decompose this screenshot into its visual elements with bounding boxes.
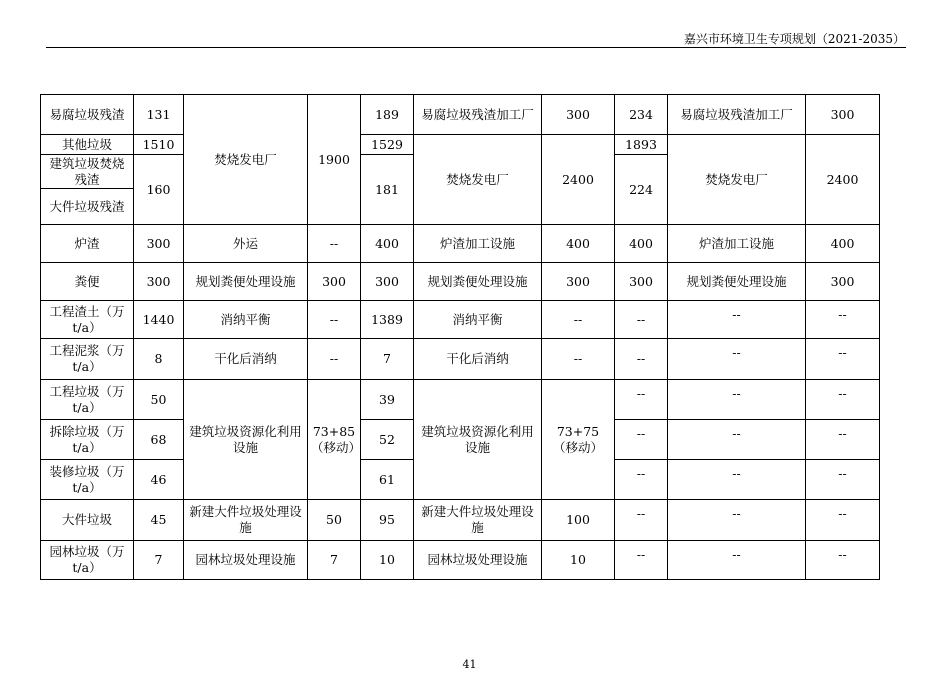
table-cell: 73+75（移动）: [542, 380, 615, 500]
table-cell: --: [668, 460, 806, 500]
table-row: [41, 135, 880, 155]
table-cell: 95: [361, 500, 414, 541]
table-cell: 消纳平衡: [414, 301, 542, 339]
table-cell: 2400: [542, 135, 615, 225]
table-cell: 46: [134, 460, 184, 500]
table-cell: 39: [361, 380, 414, 420]
table-cell: 工程泥浆（万t/a）: [41, 339, 134, 380]
table-cell: --: [615, 301, 668, 339]
table-cell: 100: [542, 500, 615, 541]
table-cell: 7: [134, 541, 184, 580]
table-cell: 160: [134, 155, 184, 225]
table-cell: 400: [361, 225, 414, 263]
table-cell: 45: [134, 500, 184, 541]
table-cell: --: [615, 420, 668, 460]
table-cell: --: [615, 460, 668, 500]
page-number: 41: [462, 658, 477, 671]
table-cell: --: [806, 460, 880, 500]
table-row: [41, 380, 880, 420]
table-cell: 189: [361, 95, 414, 135]
table-cell: 7: [361, 339, 414, 380]
table-cell: 工程垃圾（万t/a）: [41, 380, 134, 420]
table-cell: 粪便: [41, 263, 134, 301]
table-cell: --: [308, 301, 361, 339]
table-cell: 2400: [806, 135, 880, 225]
table-cell: 400: [806, 225, 880, 263]
table-cell: 52: [361, 420, 414, 460]
table-cell: 1900: [308, 95, 361, 225]
table-cell: 炉渣加工设施: [668, 225, 806, 263]
table-cell: 易腐垃圾残渣加工厂: [668, 95, 806, 135]
table-cell: 易腐垃圾残渣加工厂: [414, 95, 542, 135]
table-cell: 10: [542, 541, 615, 580]
table-cell: 61: [361, 460, 414, 500]
table-cell: 300: [134, 225, 184, 263]
table-cell: 7: [308, 541, 361, 580]
table-cell: 易腐垃圾残渣: [41, 95, 134, 135]
table-cell: --: [615, 500, 668, 541]
table-cell: 131: [134, 95, 184, 135]
table-cell: 干化后消纳: [184, 339, 308, 380]
table-row: [41, 263, 880, 301]
table-cell: 300: [542, 263, 615, 301]
table-cell: 300: [134, 263, 184, 301]
table-cell: 300: [361, 263, 414, 301]
table-cell: 园林垃圾处理设施: [414, 541, 542, 580]
table-cell: 炉渣: [41, 225, 134, 263]
table-row: [41, 225, 880, 263]
table-cell: 224: [615, 155, 668, 225]
table-cell: --: [668, 420, 806, 460]
table-cell: 炉渣加工设施: [414, 225, 542, 263]
header-rule: [46, 47, 906, 48]
table-cell: 规划粪便处理设施: [668, 263, 806, 301]
table-cell: 园林垃圾（万t/a）: [41, 541, 134, 580]
table-cell: --: [668, 500, 806, 541]
table-cell: 消纳平衡: [184, 301, 308, 339]
table-cell: 规划粪便处理设施: [184, 263, 308, 301]
table-row: [41, 339, 880, 380]
table-cell: 焚烧发电厂: [184, 95, 308, 225]
table-cell: 规划粪便处理设施: [414, 263, 542, 301]
table-cell: 焚烧发电厂: [414, 135, 542, 225]
table-cell: 工程渣土（万t/a）: [41, 301, 134, 339]
table-cell: 1389: [361, 301, 414, 339]
table-cell: 50: [308, 500, 361, 541]
table-cell: --: [615, 380, 668, 420]
table-cell: --: [308, 339, 361, 380]
table-cell: 装修垃圾（万t/a）: [41, 460, 134, 500]
table-cell: --: [615, 339, 668, 380]
table-cell: --: [615, 541, 668, 580]
table-cell: 园林垃圾处理设施: [184, 541, 308, 580]
table-cell: --: [806, 339, 880, 380]
table-cell: 建筑垃圾资源化利用设施: [184, 380, 308, 500]
table-cell: 干化后消纳: [414, 339, 542, 380]
table-cell: 1893: [615, 135, 668, 155]
table-cell: 400: [615, 225, 668, 263]
table-cell: --: [806, 541, 880, 580]
table-cell: --: [806, 301, 880, 339]
table-cell: 1440: [134, 301, 184, 339]
table-row: [41, 301, 880, 339]
table-cell: 其他垃圾: [41, 135, 134, 155]
table-cell: 300: [542, 95, 615, 135]
table-cell: --: [806, 500, 880, 541]
table-cell: 181: [361, 155, 414, 225]
table-cell: --: [668, 541, 806, 580]
table-cell: 建筑垃圾资源化利用设施: [414, 380, 542, 500]
page-header: 嘉兴市环境卫生专项规划（2021-2035）: [683, 32, 905, 46]
table-cell: 300: [615, 263, 668, 301]
table-cell: 大件垃圾残渣: [41, 189, 134, 225]
table-row: [41, 95, 880, 135]
table-cell: 300: [308, 263, 361, 301]
table-cell: 400: [542, 225, 615, 263]
table-cell: --: [668, 339, 806, 380]
table-row: [41, 500, 880, 541]
table-cell: --: [542, 339, 615, 380]
table-cell: 拆除垃圾（万t/a）: [41, 420, 134, 460]
table-cell: 外运: [184, 225, 308, 263]
table-cell: 焚烧发电厂: [668, 135, 806, 225]
table-cell: 新建大件垃圾处理设施: [414, 500, 542, 541]
table-cell: 68: [134, 420, 184, 460]
facility-table: [40, 94, 880, 580]
table-cell: 1510: [134, 135, 184, 155]
table-cell: 73+85（移动）: [308, 380, 361, 500]
table-cell: 大件垃圾: [41, 500, 134, 541]
table-row: [41, 541, 880, 580]
table-cell: 建筑垃圾焚烧残渣: [41, 155, 134, 189]
table-cell: 1529: [361, 135, 414, 155]
table-cell: 234: [615, 95, 668, 135]
table-cell: 新建大件垃圾处理设施: [184, 500, 308, 541]
table-cell: --: [806, 380, 880, 420]
table-cell: --: [668, 301, 806, 339]
table-cell: 8: [134, 339, 184, 380]
table-cell: --: [542, 301, 615, 339]
table-cell: --: [668, 380, 806, 420]
table-cell: --: [308, 225, 361, 263]
table-cell: 300: [806, 263, 880, 301]
table-cell: 10: [361, 541, 414, 580]
table-cell: 300: [806, 95, 880, 135]
table-cell: --: [806, 420, 880, 460]
table-cell: 50: [134, 380, 184, 420]
